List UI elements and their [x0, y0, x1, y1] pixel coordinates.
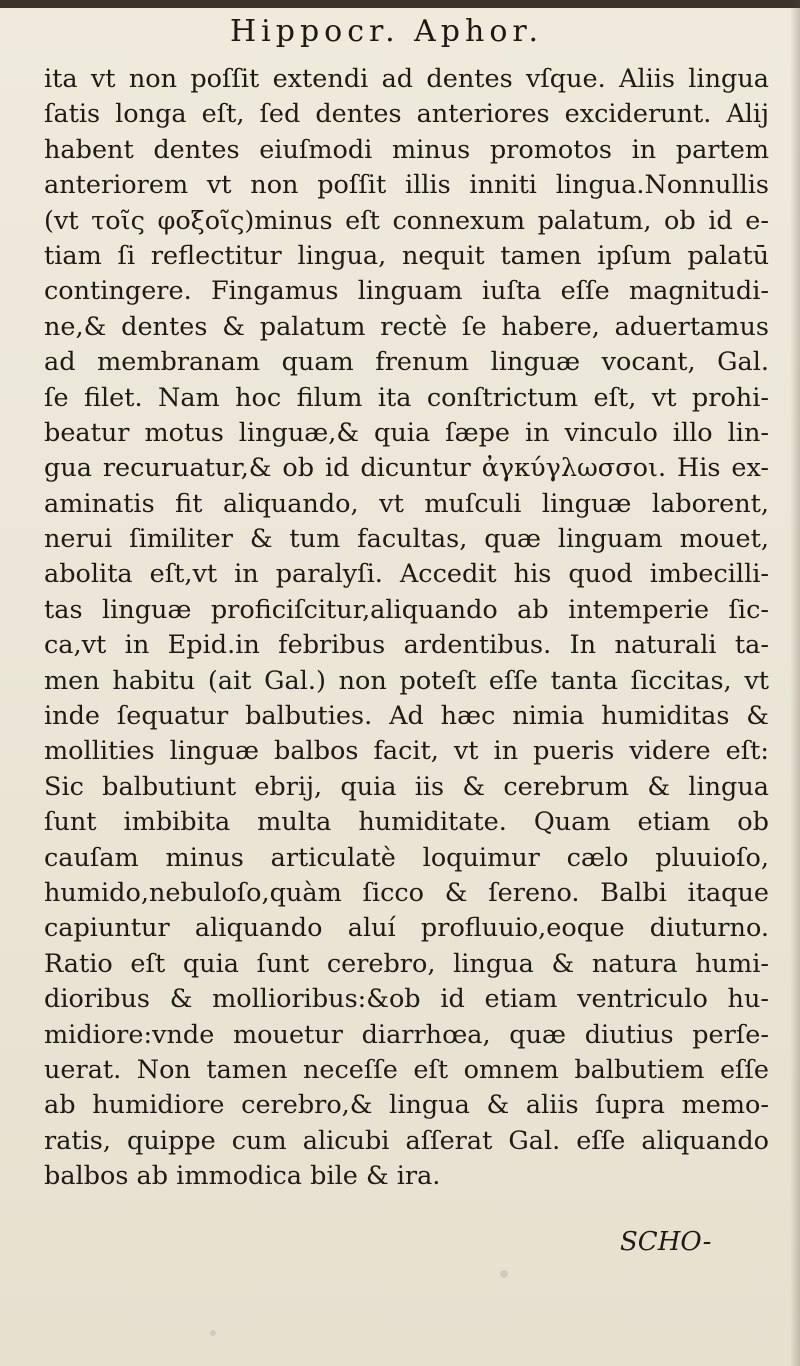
page-edge-shadow: [790, 0, 800, 1366]
text-line: ſe filet. Nam hoc filum ita conſtrictum eſt, vt prohi-: [44, 382, 769, 413]
text-line: gua recuruatur,& ob id dicuntur ἀγκύγλωσσοι. His ex-: [44, 453, 769, 484]
text-line: tas linguæ proficiſcitur,aliquando ab intemperie ſic-: [44, 594, 769, 625]
text-line: ab humidiore cerebro,& lingua & aliis ſupra memo-: [44, 1090, 769, 1121]
text-line: beatur motus linguæ,& quia ſæpe in vinculo illo lin-: [44, 417, 769, 448]
text-line: ſunt imbibita multa humiditate. Quam etiam ob: [44, 807, 769, 838]
text-line: cauſam minus articulatè loquimur cælo pluuioſo,: [44, 842, 769, 873]
body-text: [44, 62, 769, 1195]
catchword: SCHO-: [620, 1227, 712, 1257]
text-line: uerat. Non tamen neceſſe eſt omnem balbutiem eſſe: [44, 1054, 769, 1085]
text-line: (vt τοῖς φοξοῖς)minus eſt connexum palatum, ob id e-: [44, 205, 769, 236]
text-line: habent dentes eiuſmodi minus promotos in partem: [44, 134, 769, 165]
ink-speck: [500, 1270, 508, 1278]
text-line: ad membranam quam frenum linguæ vocant, Gal.: [44, 347, 769, 378]
running-head: Hippocr. Aphor.: [230, 14, 543, 49]
text-line: Ratio eſt quia ſunt cerebro, lingua & natura humi-: [44, 948, 769, 979]
text-line: men habitu (ait Gal.) non poteſt eſſe tanta ſiccitas, vt: [44, 665, 769, 696]
text-line: contingere. Fingamus linguam iuſta eſſe magnitudi-: [44, 276, 769, 307]
text-line: dioribus & mollioribus:&ob id etiam ventriculo hu-: [44, 984, 769, 1015]
text-line: Sic balbutiunt ebrij, quia iis & cerebrum & lingua: [44, 771, 769, 802]
text-line: ca,vt in Epid.in febribus ardentibus. In naturali ta-: [44, 630, 769, 661]
text-line: inde ſequatur balbuties. Ad hæc nimia humiditas &: [44, 701, 769, 732]
text-line: tiam ſi reflectitur lingua, nequit tamen ipſum palatū: [44, 240, 769, 271]
text-line: anteriorem vt non poſſit illis inniti lingua.Nonnullis: [44, 170, 769, 201]
text-line: mollities linguæ balbos facit, vt in pueris videre eſt:: [44, 736, 769, 767]
text-line: ratis, quippe cum alicubi aſſerat Gal. eſſe aliquando: [44, 1125, 769, 1156]
text-line: balbos ab immodica bile & ira.: [44, 1161, 441, 1192]
top-border: [0, 0, 800, 8]
ink-speck: [210, 1330, 216, 1336]
text-line: ſatis longa eſt, ſed dentes anteriores exciderunt. Alij: [44, 99, 769, 130]
text-line: capiuntur aliquando aluí profluuio,eoque diuturno.: [44, 913, 769, 944]
text-line: nerui ſimiliter & tum facultas, quæ linguam mouet,: [44, 524, 769, 555]
text-line: midiore:vnde mouetur diarrhœa, quæ diutius perſe-: [44, 1019, 769, 1050]
text-line: abolita eſt,vt in paralyſi. Accedit his quod imbecilli-: [44, 559, 769, 590]
text-line: aminatis fit aliquando, vt muſculi linguæ laborent,: [44, 488, 769, 519]
text-line: humido,nebuloſo,quàm ſicco & ſereno. Balbi itaque: [44, 877, 769, 908]
text-line: ne,& dentes & palatum rectè ſe habere, aduertamus: [44, 311, 769, 342]
text-line: ita vt non poſſit extendi ad dentes vſque. Aliis lingua: [44, 64, 769, 94]
